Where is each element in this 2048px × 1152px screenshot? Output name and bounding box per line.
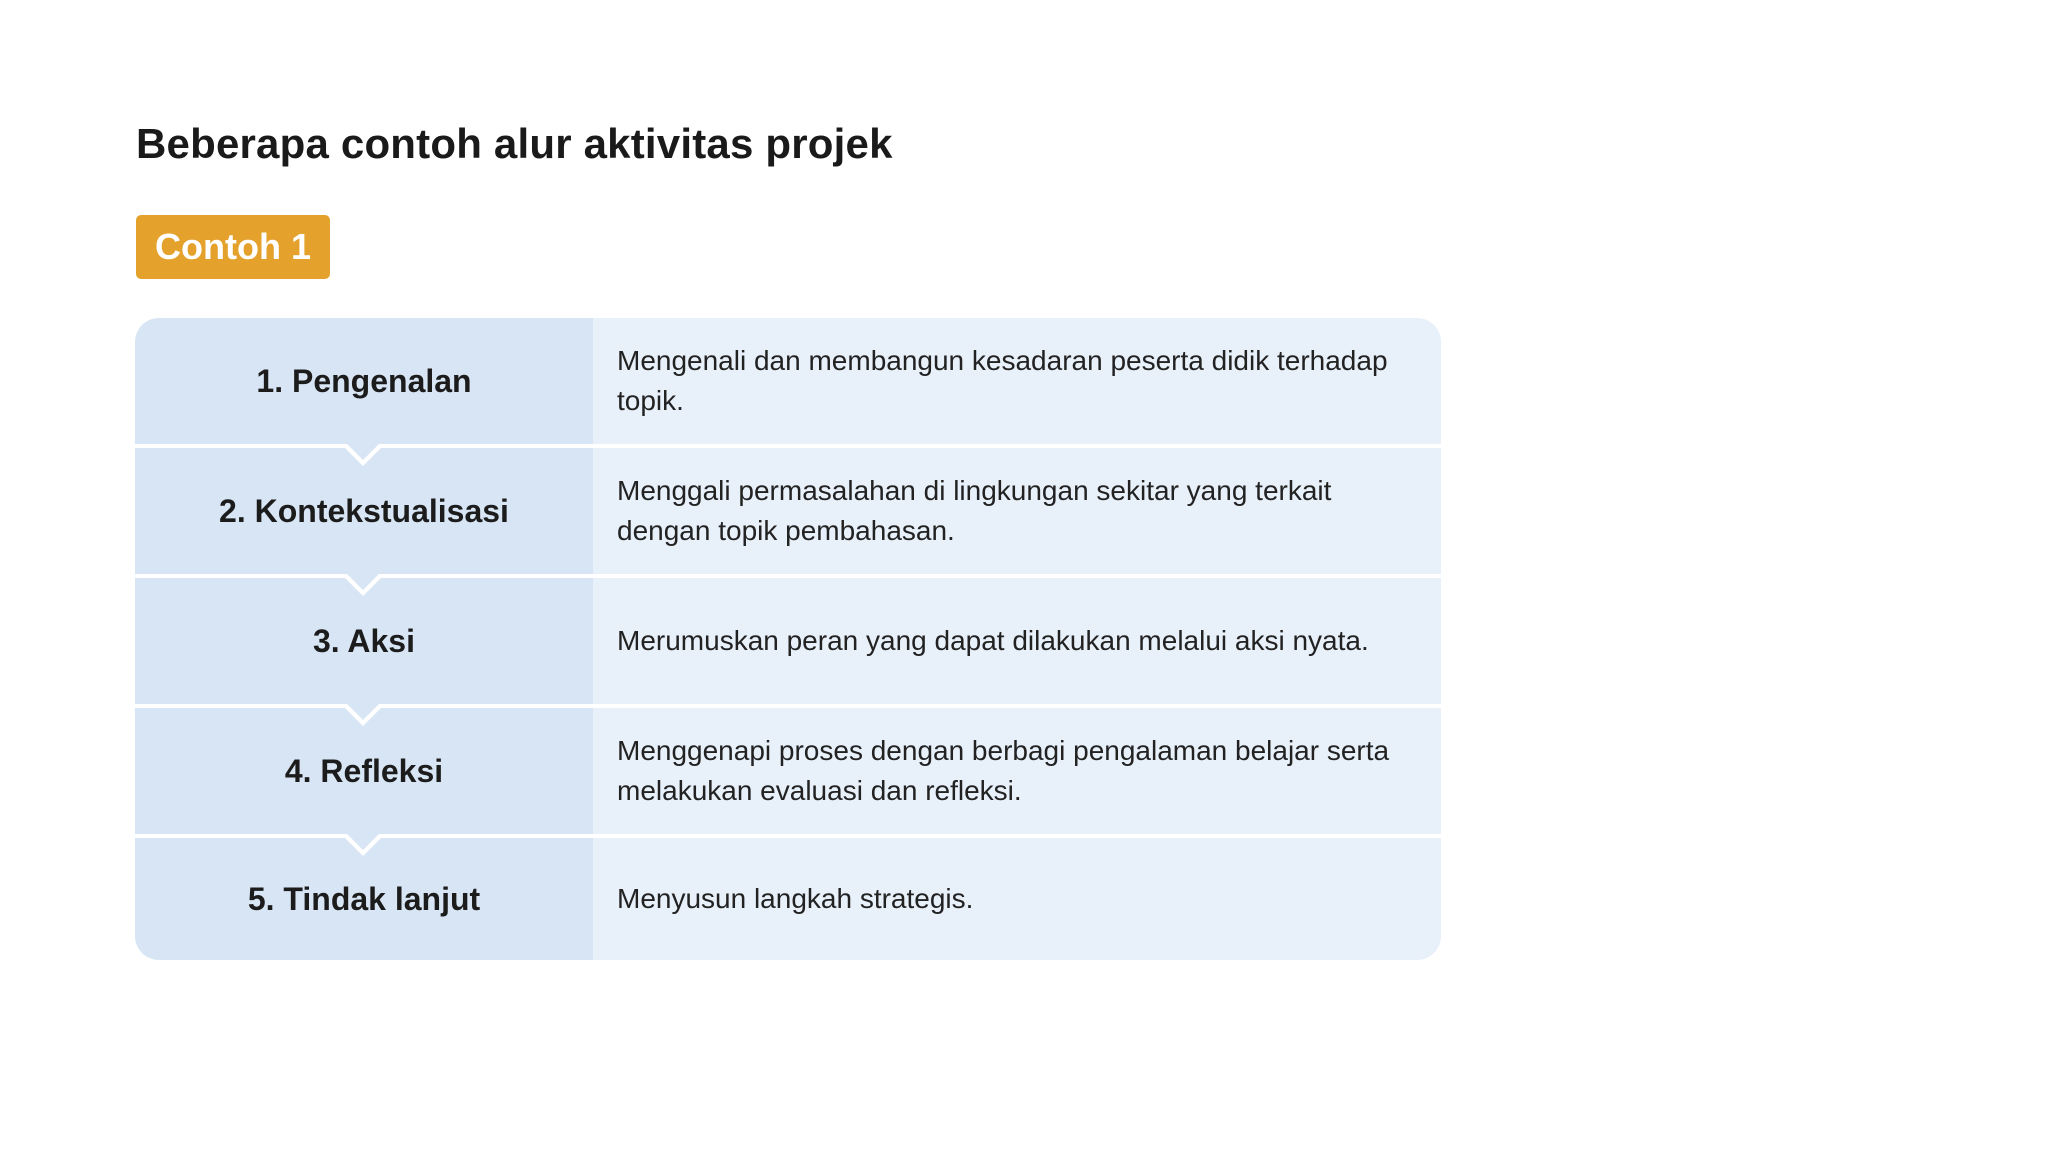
flow-row-kontekstualisasi	[135, 444, 1441, 574]
example-badge: Contoh 1	[136, 215, 330, 279]
flow-row-pengenalan	[135, 318, 1441, 444]
flow-row-tindak-lanjut	[135, 834, 1441, 960]
step-description: Merumuskan peran yang dapat dilakukan melalui aksi nyata.	[593, 578, 1441, 704]
step-label: 5. Tindak lanjut	[135, 838, 593, 960]
step-description: Menggali permasalahan di lingkungan sekitar yang terkait dengan topik pembahasan.	[593, 448, 1441, 574]
flow-row-refleksi	[135, 704, 1441, 834]
activity-flow-table	[135, 318, 1441, 960]
step-label: 4. Refleksi	[135, 708, 593, 834]
chevron-down-icon	[341, 834, 385, 856]
flow-row-aksi	[135, 574, 1441, 704]
step-label: 1. Pengenalan	[135, 318, 593, 444]
step-description: Mengenali dan membangun kesadaran peserta didik terhadap topik.	[593, 318, 1441, 444]
step-label: 2. Kontekstualisasi	[135, 448, 593, 574]
page-title: Beberapa contoh alur aktivitas projek	[136, 120, 893, 167]
step-description: Menggenapi proses dengan berbagi pengalaman belajar serta melakukan evaluasi dan refleksi.	[593, 708, 1441, 834]
chevron-down-icon	[341, 444, 385, 466]
chevron-down-icon	[341, 704, 385, 726]
step-description: Menyusun langkah strategis.	[593, 838, 1441, 960]
chevron-down-icon	[341, 574, 385, 596]
step-label: 3. Aksi	[135, 578, 593, 704]
